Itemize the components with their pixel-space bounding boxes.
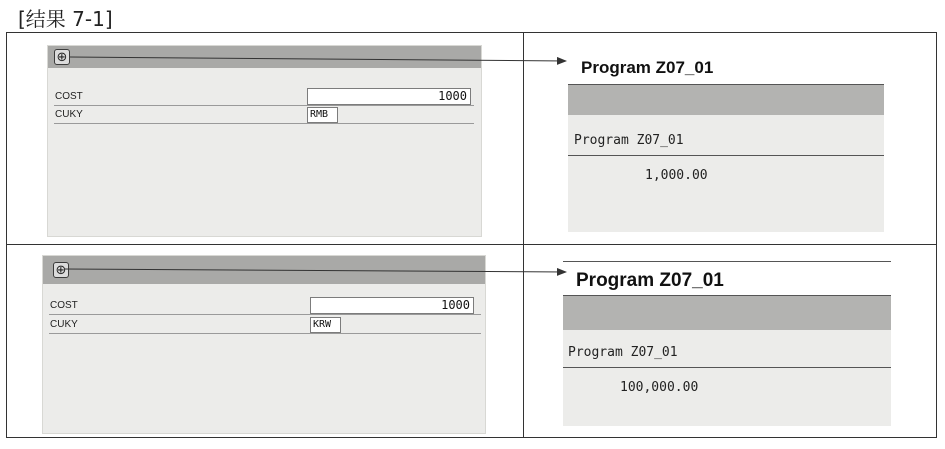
cost-input[interactable]: 1000 [310,297,474,314]
cost-input[interactable]: 1000 [307,88,471,105]
execute-clock-icon[interactable]: ⊕ [54,49,70,65]
cost-label: COST [50,300,78,311]
execute-clock-icon[interactable]: ⊕ [53,262,69,278]
connector-arrow-2 [64,269,566,272]
output-title-2: Program Z07_01 [576,270,724,291]
cuky-input[interactable]: RMB [307,107,338,123]
list-heading-1: Program Z07_01 [574,133,684,148]
converted-value-2: 100,000.00 [620,380,699,395]
list-heading-2: Program Z07_01 [568,345,678,360]
figure-caption: [结果 7-1] [18,7,113,31]
cost-label: COST [55,91,83,102]
converted-value-1: 1,000.00 [645,168,708,183]
connector-arrow-1 [70,57,566,61]
cuky-label: CUKY [50,319,78,330]
output-title-1: Program Z07_01 [581,58,714,77]
cuky-label: CUKY [55,109,83,120]
cuky-input[interactable]: KRW [310,317,341,333]
